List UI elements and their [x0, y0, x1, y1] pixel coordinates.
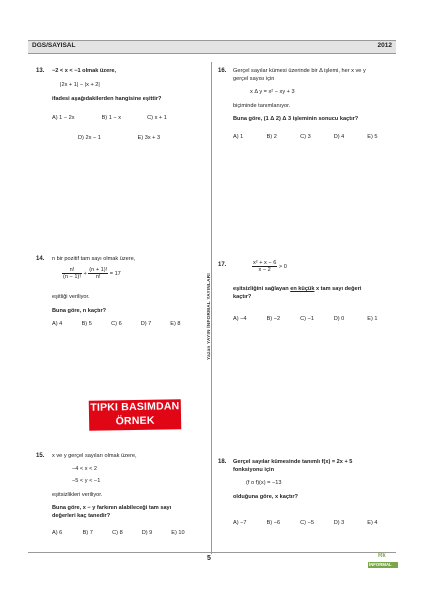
q13-option-b[interactable]: B) 1 − x: [101, 115, 121, 121]
q14-intro: n bir pozitif tam sayı olmak üzere,: [52, 256, 136, 262]
q18-expression: (f o f)(x) = −13: [246, 480, 282, 486]
q18-question: olduğuna göre, x kaçtır?: [233, 494, 298, 500]
q17-question-line2: kaçtır?: [233, 294, 252, 300]
q13-intro: −2 < x < −1 olmak üzere,: [52, 68, 117, 74]
q13-option-a[interactable]: A) 1 − 2x: [52, 115, 75, 121]
q13-expression: |2x + 1| − |x + 2|: [60, 82, 100, 88]
publisher-logo-text: İNFORMAL: [369, 562, 392, 567]
q17-inequality: $\frac{\text{x² + x − 6}}{x - 2}$ > 0: [253, 260, 287, 273]
q17-option-d[interactable]: D) 0: [333, 316, 345, 322]
q15-option-c[interactable]: C) 8: [112, 530, 123, 536]
q15-given: eşitsizlikleri veriliyor.: [52, 492, 103, 498]
q15-question-line2: değerleri kaç tanedir?: [52, 513, 111, 519]
q17-option-b[interactable]: B) −2: [266, 316, 281, 322]
q17-options: [233, 316, 378, 322]
q13-question: ifadesi aşağıdakilerden hangisine eşittir?: [52, 96, 162, 102]
q17-option-c[interactable]: C) −1: [300, 316, 314, 322]
header-bar: [28, 40, 396, 54]
q14-option-b[interactable]: B) 5: [81, 321, 92, 327]
exam-title: DGS/SAYISAL: [32, 42, 76, 49]
q13-number: 13.: [36, 68, 45, 74]
q15-options: [52, 530, 185, 536]
q14-fraction-1: $\frac{n!}{(n - 1)!}$: [63, 267, 81, 280]
q18-option-d[interactable]: D) 3: [333, 520, 345, 526]
q16-expression: x Δ y = x² − xy + 3: [250, 89, 295, 95]
q18-option-c[interactable]: C) −5: [300, 520, 314, 526]
q13-option-e[interactable]: E) 3x + 3: [137, 135, 161, 141]
q17-number: 17.: [218, 262, 227, 268]
q14-option-c[interactable]: C) 6: [111, 321, 122, 327]
q13-options-row1: [52, 115, 167, 121]
q17-question-line1: eşitsizliğini sağlayan en küçük x tam sayı değeri: [233, 286, 362, 292]
q14-equation: $\frac{n!}{(n - 1)!}$ + $\frac{(n + 1)!}{n!}$ = 17: [63, 267, 121, 280]
q15-option-e[interactable]: E) 10: [171, 530, 185, 536]
q13-option-d[interactable]: D) 2x − 1: [78, 135, 101, 141]
q13-options-row2: [78, 135, 160, 141]
q14-question: Buna göre, n kaçtır?: [52, 308, 107, 314]
exam-year: 2012: [377, 42, 392, 49]
q17-fraction: $\frac{\text{x² + x − 6}}{x - 2}$: [253, 260, 277, 273]
q16-intro-line1: Gerçel sayılar kümesi üzerinde bir Δ işlemi, her x ve y: [233, 68, 366, 74]
q14-option-a[interactable]: A) 4: [52, 321, 63, 327]
q13-option-c[interactable]: C) x + 1: [147, 115, 167, 121]
q16-given: biçiminde tanımlanıyor.: [233, 103, 291, 109]
q15-question-line1: Buna göre, x − y farkının alabileceği tam sayı: [52, 505, 172, 511]
q18-number: 18.: [218, 459, 227, 465]
q16-option-c[interactable]: C) 3: [300, 134, 311, 140]
q18-intro-line2: fonksiyonu için: [233, 467, 275, 473]
q15-number: 15.: [36, 453, 45, 459]
publisher-vertical-label: Yazan YAYIN İNFORMAL YAYINLARI: [206, 273, 211, 360]
q15-option-d[interactable]: D) 9: [141, 530, 153, 536]
q15-option-b[interactable]: B) 7: [82, 530, 93, 536]
q18-intro-line1: Gerçel sayılar kümesinde tanımlı f(x) = 2x + 5: [233, 459, 353, 465]
sample-page-stamp: TIPKI BASIMDAN ÖRNEK SAYFADIR: [90, 400, 180, 442]
publisher-logo-mark: Rk: [378, 553, 386, 559]
publisher-logo: [368, 553, 398, 571]
q18-option-b[interactable]: B) −6: [266, 520, 281, 526]
q14-given: eşitliği veriliyor.: [52, 294, 90, 300]
q14-options: [52, 321, 181, 327]
q15-intro: x ve y gerçel sayıları olmak üzere,: [52, 453, 137, 459]
q14-fraction-2: $\frac{(n + 1)!}{n!}$: [89, 267, 108, 280]
q15-option-a[interactable]: A) 6: [52, 530, 63, 536]
q15-inequality-2: −5 < y < −1: [72, 478, 101, 484]
q15-inequality-1: −4 < x < 2: [72, 466, 98, 472]
q16-number: 16.: [218, 68, 227, 74]
q14-option-e[interactable]: E) 8: [170, 321, 181, 327]
q17-option-e[interactable]: E) 1: [367, 316, 378, 322]
q16-question: Buna göre, (1 Δ 2) Δ 3 işleminin sonucu kaçtır?: [233, 116, 359, 122]
q16-option-d[interactable]: D) 4: [333, 134, 345, 140]
footer-divider: [28, 552, 396, 553]
q14-number: 14.: [36, 256, 45, 262]
page-number: 5: [207, 555, 211, 562]
q16-option-a[interactable]: A) 1: [233, 134, 244, 140]
q16-intro-line2: gerçel sayısı için: [233, 76, 275, 82]
q17-option-a[interactable]: A) −4: [233, 316, 247, 322]
q18-options: [233, 520, 378, 526]
q18-option-a[interactable]: A) −7: [233, 520, 247, 526]
q14-option-d[interactable]: D) 7: [140, 321, 152, 327]
q16-options: [233, 134, 378, 140]
q18-option-e[interactable]: E) 4: [367, 520, 378, 526]
q16-option-e[interactable]: E) 5: [367, 134, 378, 140]
q16-option-b[interactable]: B) 2: [266, 134, 277, 140]
